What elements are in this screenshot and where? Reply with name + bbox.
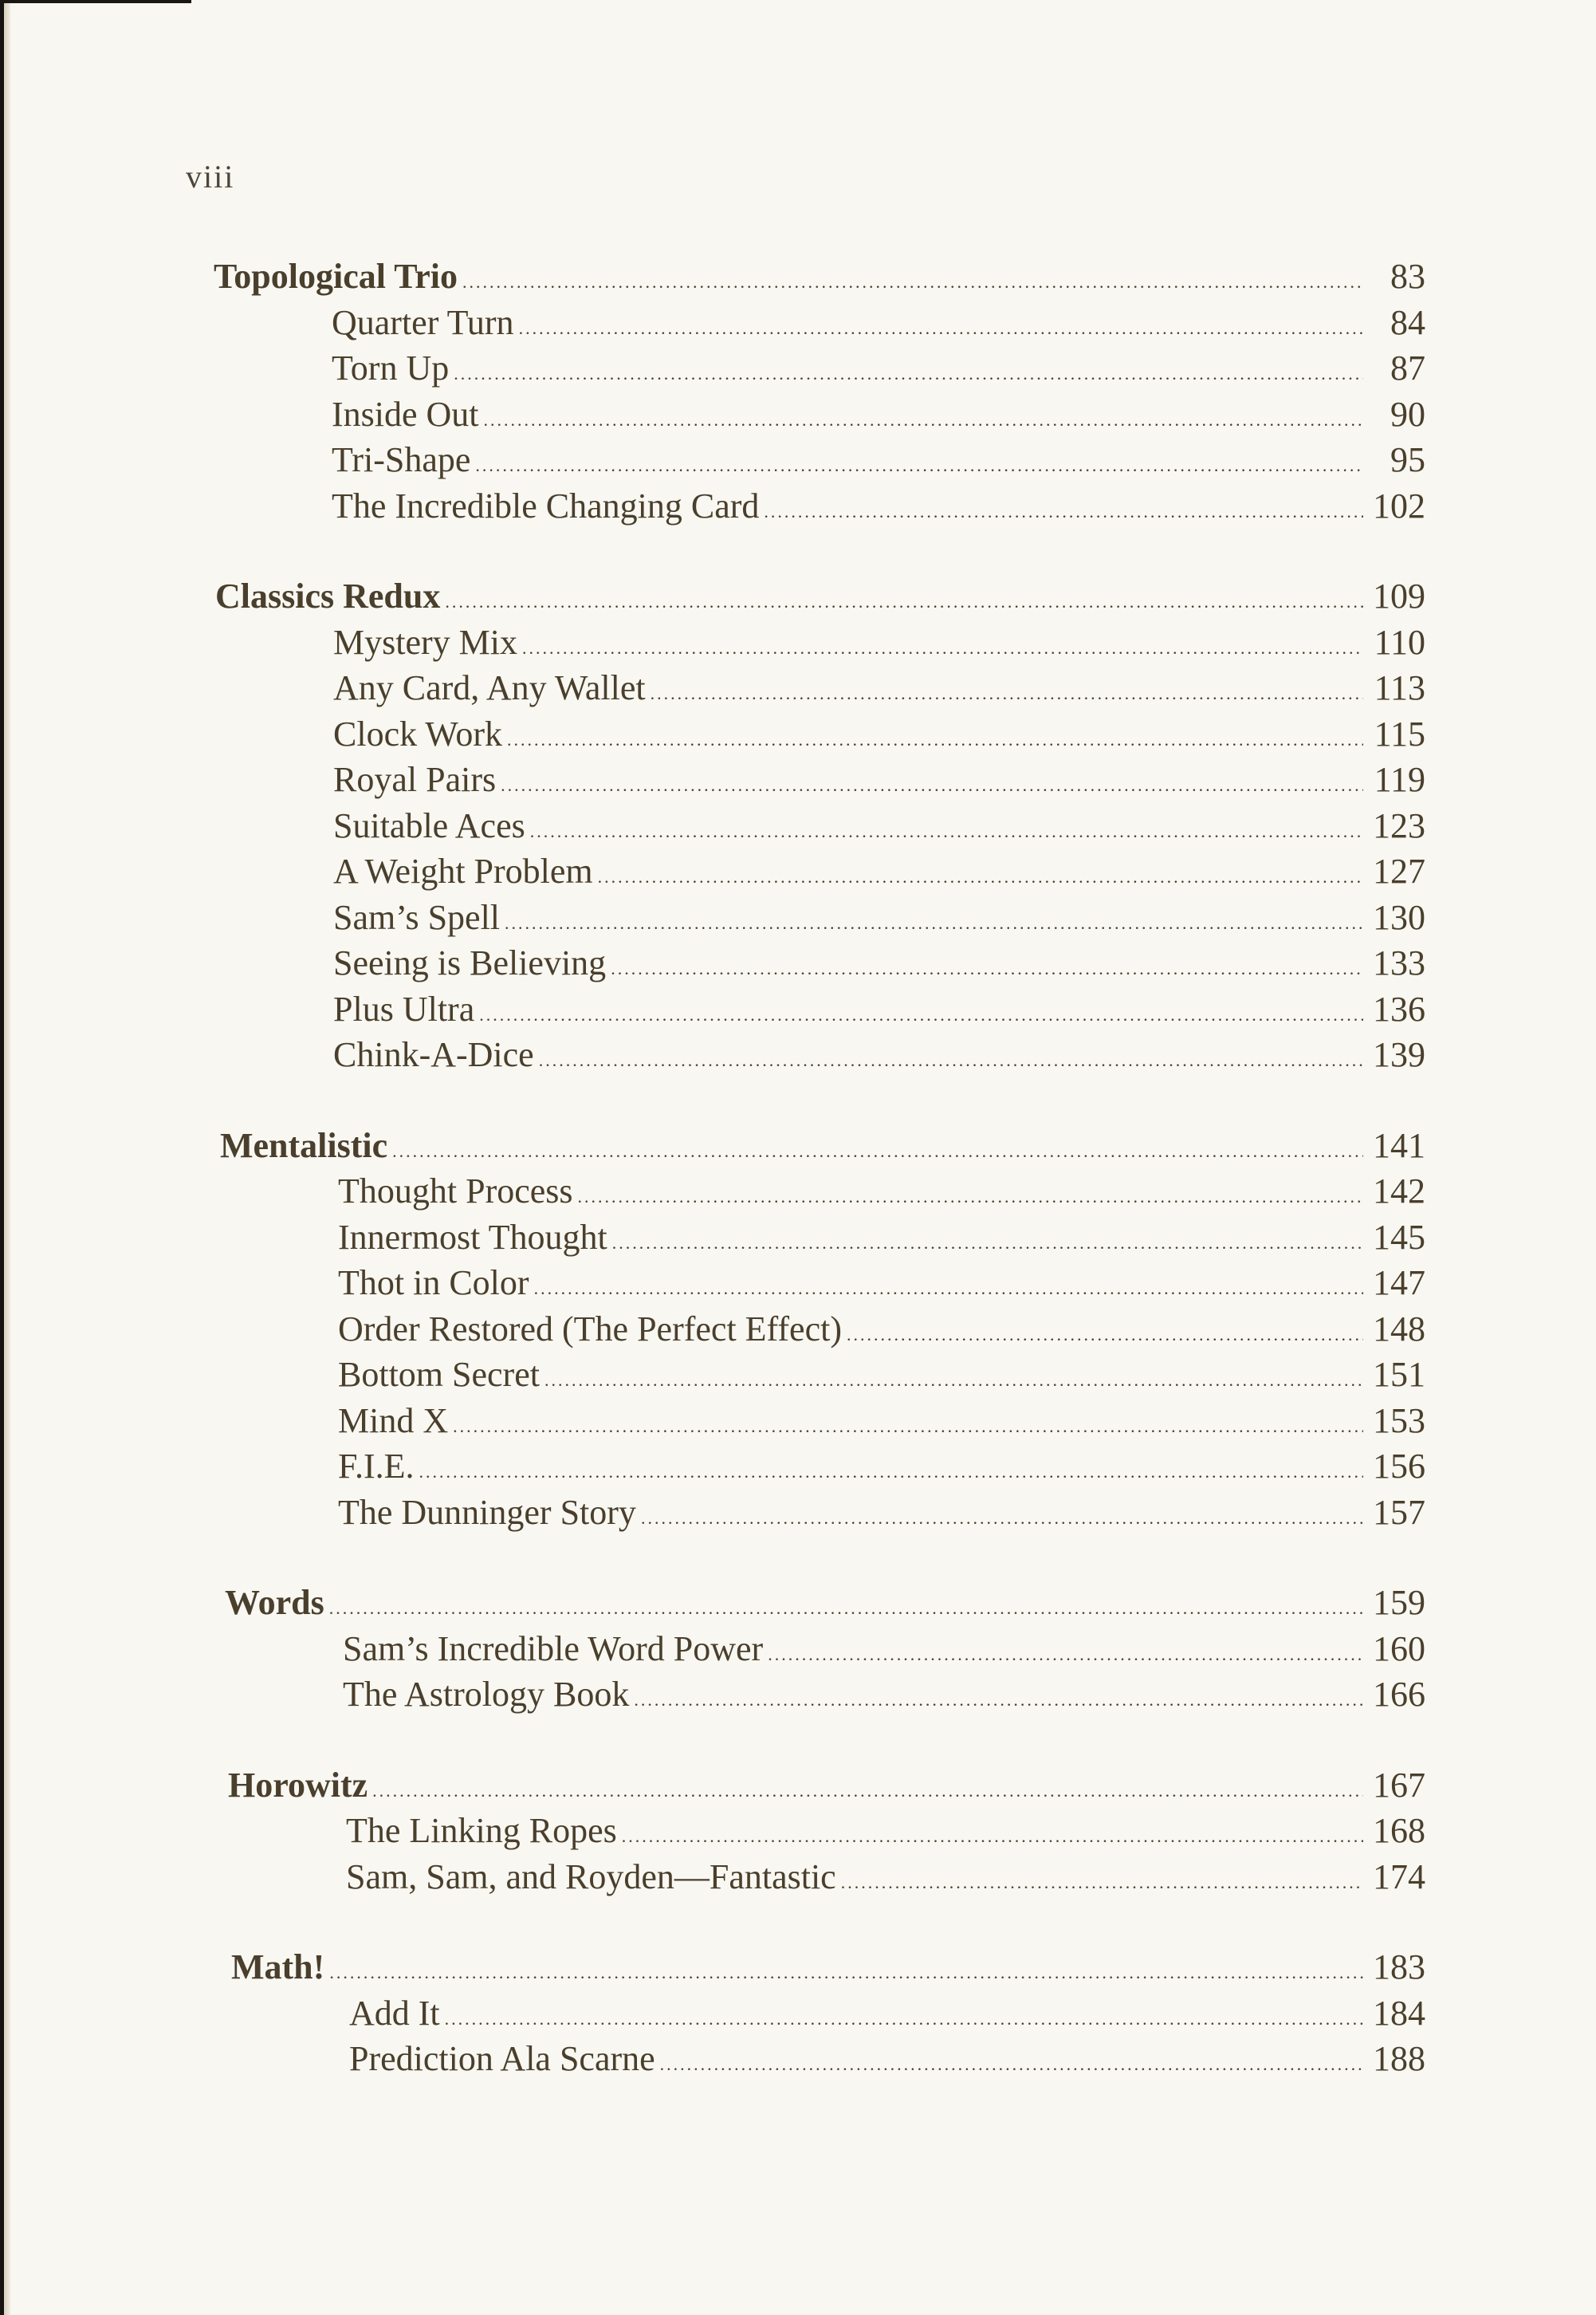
toc-entry[interactable] bbox=[220, 1398, 1425, 1444]
toc-section bbox=[228, 1762, 1425, 1900]
toc-entry-title: Thot in Color bbox=[338, 1263, 529, 1302]
toc-entry-title: Plus Ultra bbox=[333, 989, 475, 1029]
toc-entry[interactable] bbox=[231, 2036, 1425, 2082]
dot-leader bbox=[847, 1312, 1363, 1358]
dot-leader bbox=[454, 351, 1363, 397]
toc-section bbox=[214, 254, 1425, 529]
toc-section bbox=[215, 573, 1425, 1078]
dot-leader bbox=[484, 397, 1363, 443]
toc-section-heading-title: Classics Redux bbox=[215, 577, 441, 616]
dot-leader bbox=[622, 1813, 1363, 1860]
toc-section-heading[interactable] bbox=[214, 254, 1425, 300]
dot-leader bbox=[612, 1220, 1363, 1266]
toc-entry[interactable] bbox=[228, 1854, 1425, 1900]
toc-entry[interactable] bbox=[215, 848, 1425, 895]
dot-leader bbox=[501, 762, 1363, 809]
toc-entry-page-number: 127 bbox=[1373, 852, 1425, 891]
toc-entry[interactable] bbox=[220, 1260, 1425, 1306]
toc-entry-page-number: 156 bbox=[1373, 1447, 1425, 1486]
toc-entry-title: Mystery Mix bbox=[333, 622, 517, 662]
toc-entry-page-number: 166 bbox=[1373, 1675, 1425, 1714]
toc-entry-page-number: 168 bbox=[1373, 1811, 1425, 1850]
toc-entry-page-number: 95 bbox=[1390, 440, 1425, 479]
toc-entry-page-number: 119 bbox=[1374, 760, 1425, 799]
toc-section-heading-page-number: 167 bbox=[1373, 1765, 1425, 1805]
toc-entry-title: Add It bbox=[349, 1993, 440, 2033]
toc-entry-title: Torn Up bbox=[332, 348, 450, 388]
toc-entry-page-number: 87 bbox=[1390, 348, 1425, 388]
dot-leader bbox=[651, 671, 1363, 717]
toc-section-heading-page-number: 159 bbox=[1373, 1583, 1425, 1622]
dot-leader bbox=[372, 1768, 1363, 1814]
toc-entry-title: Innermost Thought bbox=[338, 1217, 607, 1257]
toc-entry[interactable] bbox=[215, 986, 1425, 1033]
toc-entry[interactable] bbox=[220, 1490, 1425, 1536]
toc-entry[interactable] bbox=[215, 1032, 1425, 1078]
toc-entry-title: Thought Process bbox=[338, 1171, 573, 1211]
toc-entry[interactable] bbox=[214, 345, 1425, 392]
toc-section-heading-title: Mentalistic bbox=[220, 1125, 388, 1165]
toc-entry-title: Quarter Turn bbox=[332, 302, 514, 342]
toc-entry-title: Sam’s Spell bbox=[333, 897, 501, 937]
toc-entry[interactable] bbox=[220, 1443, 1425, 1490]
dot-leader bbox=[534, 1266, 1363, 1312]
toc-entry-page-number: 110 bbox=[1374, 622, 1425, 662]
toc-entry-page-number: 115 bbox=[1374, 714, 1425, 754]
toc-entry-title: The Astrology Book bbox=[343, 1675, 630, 1714]
dot-leader bbox=[507, 717, 1363, 763]
dot-leader bbox=[539, 1037, 1363, 1084]
toc-section-heading[interactable] bbox=[215, 573, 1425, 620]
dot-leader bbox=[611, 946, 1363, 992]
dot-leader bbox=[841, 1860, 1363, 1906]
page-gutter-shadow bbox=[4, 0, 10, 2315]
toc-entry[interactable] bbox=[220, 1168, 1425, 1215]
dot-leader bbox=[453, 1404, 1363, 1450]
toc-entry-page-number: 133 bbox=[1373, 943, 1425, 982]
toc-entry-page-number: 145 bbox=[1373, 1217, 1425, 1257]
toc-section-heading[interactable] bbox=[225, 1580, 1425, 1626]
toc-entry-page-number: 148 bbox=[1373, 1309, 1425, 1348]
dot-leader bbox=[329, 1585, 1363, 1632]
toc-entry-title: Any Card, Any Wallet bbox=[333, 668, 646, 707]
dot-leader bbox=[519, 305, 1363, 352]
toc-entry[interactable] bbox=[214, 300, 1425, 346]
toc-entry-title: Prediction Ala Scarne bbox=[349, 2039, 655, 2078]
toc-entry-page-number: 84 bbox=[1390, 302, 1425, 342]
dot-leader bbox=[392, 1128, 1363, 1175]
toc-section-heading-page-number: 183 bbox=[1373, 1947, 1425, 1986]
toc-entry[interactable] bbox=[225, 1626, 1425, 1672]
dot-leader bbox=[598, 854, 1363, 900]
toc-section-heading[interactable] bbox=[220, 1123, 1425, 1169]
toc-section-heading[interactable] bbox=[228, 1762, 1425, 1809]
toc-entry-page-number: 174 bbox=[1373, 1856, 1425, 1896]
toc-section-heading-page-number: 109 bbox=[1373, 577, 1425, 616]
dot-leader bbox=[475, 443, 1363, 489]
toc-entry[interactable] bbox=[220, 1215, 1425, 1261]
toc-section bbox=[225, 1580, 1425, 1718]
toc-entry-page-number: 142 bbox=[1373, 1171, 1425, 1211]
toc-entry-page-number: 188 bbox=[1373, 2039, 1425, 2078]
toc-entry-title: Chink-A-Dice bbox=[333, 1035, 534, 1074]
toc-entry-page-number: 123 bbox=[1373, 805, 1425, 845]
dot-leader bbox=[530, 809, 1363, 855]
toc-section-heading-title: Math! bbox=[231, 1947, 325, 1986]
toc-entry-page-number: 139 bbox=[1373, 1035, 1425, 1074]
page-number: viii bbox=[186, 159, 235, 195]
toc-entry-title: The Linking Ropes bbox=[346, 1811, 617, 1850]
toc-section-heading-page-number: 83 bbox=[1390, 257, 1425, 296]
toc-entry[interactable] bbox=[231, 1990, 1425, 2037]
toc-entry-title: Clock Work bbox=[333, 714, 502, 754]
dot-leader bbox=[768, 1632, 1363, 1678]
toc-entry-title: The Dunninger Story bbox=[338, 1492, 636, 1532]
dot-leader bbox=[419, 1449, 1363, 1495]
toc-entry[interactable] bbox=[214, 437, 1425, 483]
dot-leader bbox=[544, 1357, 1363, 1404]
dot-leader bbox=[479, 992, 1363, 1038]
toc-entry-page-number: 184 bbox=[1373, 1993, 1425, 2033]
toc-entry-page-number: 147 bbox=[1373, 1263, 1425, 1302]
toc-entry-title: Inside Out bbox=[332, 394, 479, 434]
dot-leader bbox=[462, 259, 1363, 305]
toc-section-heading-page-number: 141 bbox=[1373, 1125, 1425, 1165]
toc-entry[interactable] bbox=[215, 711, 1425, 758]
toc-entry[interactable] bbox=[214, 392, 1425, 438]
toc-section-heading-title: Words bbox=[225, 1583, 324, 1622]
toc-entry-page-number: 113 bbox=[1374, 668, 1425, 707]
toc-entry[interactable] bbox=[214, 483, 1425, 530]
toc-entry-title: Sam’s Incredible Word Power bbox=[343, 1628, 764, 1668]
toc-entry-page-number: 160 bbox=[1373, 1628, 1425, 1668]
toc-entry-title: The Incredible Changing Card bbox=[332, 486, 760, 526]
toc-entry-title: A Weight Problem bbox=[333, 852, 593, 891]
toc-entry-title: Royal Pairs bbox=[333, 760, 497, 799]
toc-section-heading-title: Topological Trio bbox=[214, 257, 458, 296]
toc-entry-page-number: 151 bbox=[1373, 1355, 1425, 1394]
toc-entry-title: F.I.E. bbox=[338, 1447, 415, 1486]
toc-entry-title: Suitable Aces bbox=[333, 805, 525, 845]
toc-section-heading-title: Horowitz bbox=[228, 1765, 368, 1805]
dot-leader bbox=[660, 2041, 1363, 2088]
dot-leader bbox=[445, 1996, 1363, 2042]
toc-entry[interactable] bbox=[215, 895, 1425, 941]
toc-entry-page-number: 136 bbox=[1373, 989, 1425, 1029]
toc-entry-title: Mind X bbox=[338, 1400, 449, 1440]
toc-section-heading[interactable] bbox=[231, 1944, 1425, 1990]
toc-entry-title: Seeing is Believing bbox=[333, 943, 607, 982]
toc-entry[interactable] bbox=[215, 665, 1425, 711]
dot-leader bbox=[764, 489, 1363, 535]
toc-entry[interactable] bbox=[215, 803, 1425, 849]
dot-leader bbox=[445, 579, 1363, 625]
dot-leader bbox=[522, 625, 1363, 671]
dot-leader bbox=[329, 1950, 1363, 1996]
toc-entry-page-number: 157 bbox=[1373, 1492, 1425, 1532]
dot-leader bbox=[634, 1677, 1363, 1723]
toc-entry-page-number: 102 bbox=[1373, 486, 1425, 526]
toc-entry-title: Sam, Sam, and Royden—Fantastic bbox=[346, 1856, 836, 1896]
toc-entry[interactable] bbox=[215, 620, 1425, 666]
toc-entry[interactable] bbox=[215, 757, 1425, 803]
toc-entry-title: Tri-Shape bbox=[332, 440, 471, 479]
toc-entry-page-number: 90 bbox=[1390, 394, 1425, 434]
toc-entry[interactable] bbox=[225, 1671, 1425, 1718]
dot-leader bbox=[641, 1495, 1363, 1541]
toc-section bbox=[220, 1123, 1425, 1536]
table-of-contents bbox=[214, 254, 1425, 2127]
dot-leader bbox=[505, 900, 1363, 947]
toc-entry[interactable] bbox=[215, 940, 1425, 986]
toc-entry[interactable] bbox=[220, 1306, 1425, 1352]
toc-entry-page-number: 130 bbox=[1373, 897, 1425, 937]
scan-top-edge bbox=[0, 0, 191, 3]
toc-section bbox=[231, 1944, 1425, 2082]
toc-entry-title: Bottom Secret bbox=[338, 1355, 540, 1394]
toc-entry-title: Order Restored (The Perfect Effect) bbox=[338, 1309, 842, 1348]
toc-entry[interactable] bbox=[220, 1352, 1425, 1398]
toc-entry-page-number: 153 bbox=[1373, 1400, 1425, 1440]
toc-entry[interactable] bbox=[228, 1808, 1425, 1854]
dot-leader bbox=[578, 1174, 1363, 1220]
